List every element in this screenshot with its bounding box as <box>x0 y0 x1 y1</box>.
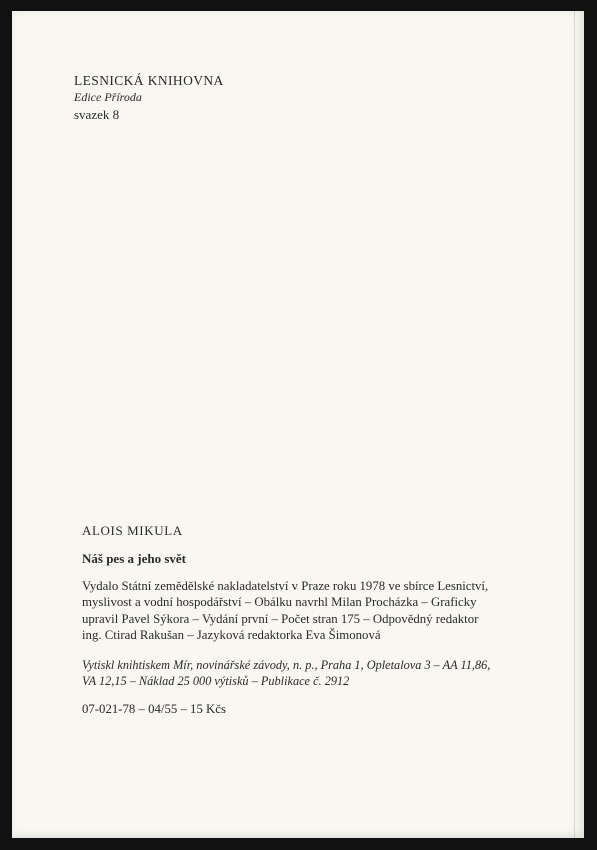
publication-line: myslivost a vodní hospodářství – Obálku navrhl Milan Procházka – Graficky <box>82 595 477 610</box>
printing-line: Vytiskl knihtiskem Mír, novinářské závody, n. p., Praha 1, Opletalova 3 – AA 11,86, <box>82 657 491 672</box>
author-name: ALOIS MIKULA <box>82 523 183 538</box>
publication-line: upravil Pavel Sýkora – Vydání první – Počet stran 175 – Odpovědný redaktor <box>82 611 479 626</box>
series-volume: svazek 8 <box>74 107 120 122</box>
publication-line: ing. Ctirad Rakušan – Jazyková redaktorka Eva Šimonová <box>82 628 381 643</box>
publication-details <box>82 578 532 644</box>
book-page <box>12 11 584 838</box>
printing-details <box>82 657 532 690</box>
page-fold-line <box>574 11 575 838</box>
publication-line: Vydalo Státní zemědělské nakladatelství v Praze roku 1978 ve sbírce Lesnictví, <box>82 579 489 593</box>
book-title: Náš pes a jeho svět <box>82 551 186 566</box>
series-edition: Edice Příroda <box>74 90 142 104</box>
series-library: LESNICKÁ KNIHOVNA <box>74 73 224 88</box>
imprint-block <box>82 523 532 717</box>
series-block <box>74 72 224 123</box>
catalog-code: 07-021-78 – 04/55 – 15 Kčs <box>82 702 226 717</box>
printing-line: VA 12,15 – Náklad 25 000 výtisků – Publikace č. 2912 <box>82 674 350 689</box>
